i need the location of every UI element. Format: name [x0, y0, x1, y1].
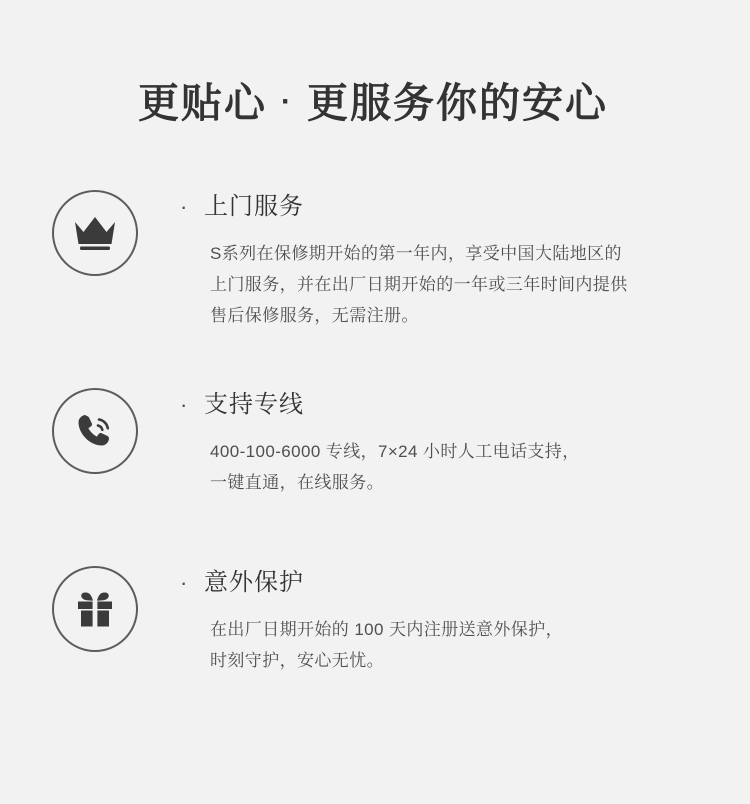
page-title-separator: · [281, 85, 293, 119]
feature-body [174, 566, 704, 676]
feature-title: 上门服务 [204, 193, 304, 220]
crown-icon [52, 190, 138, 276]
feature-title-row [174, 388, 704, 422]
feature-description-line: S系列在保修期开始的第一年内，享受中国大陆地区的 [210, 244, 622, 263]
feature-description [210, 614, 680, 676]
page-title [138, 70, 608, 129]
feature-bullet: · [180, 570, 188, 595]
feature-description-line: 售后保修服务，无需注册。 [210, 306, 419, 325]
feature-body [174, 190, 704, 331]
feature-bullet: · [180, 392, 188, 417]
feature-title-row [174, 190, 704, 224]
phone-support-icon [52, 388, 138, 474]
feature-title-row [174, 566, 704, 600]
gift-icon [52, 566, 138, 652]
feature-description-line: 一键直通，在线服务。 [210, 473, 384, 492]
feature-description-line: 时刻守护，安心无忧。 [210, 651, 384, 670]
feature-description [210, 436, 680, 498]
feature-description-line: 400-100-6000 专线，7×24 小时人工电话支持， [210, 442, 580, 461]
feature-description [210, 238, 680, 331]
feature-title: 意外保护 [204, 569, 304, 596]
feature-description-line: 在出厂日期开始的 100 天内注册送意外保护， [210, 620, 564, 639]
page-title-right: 更服务你的安心 [307, 80, 608, 126]
feature-bullet: · [180, 194, 188, 219]
feature-description-line: 上门服务，并在出厂日期开始的一年或三年时间内提供 [210, 275, 628, 294]
page-title-left: 更贴心 [138, 80, 267, 126]
feature-body [174, 388, 704, 498]
feature-title: 支持专线 [204, 391, 304, 418]
